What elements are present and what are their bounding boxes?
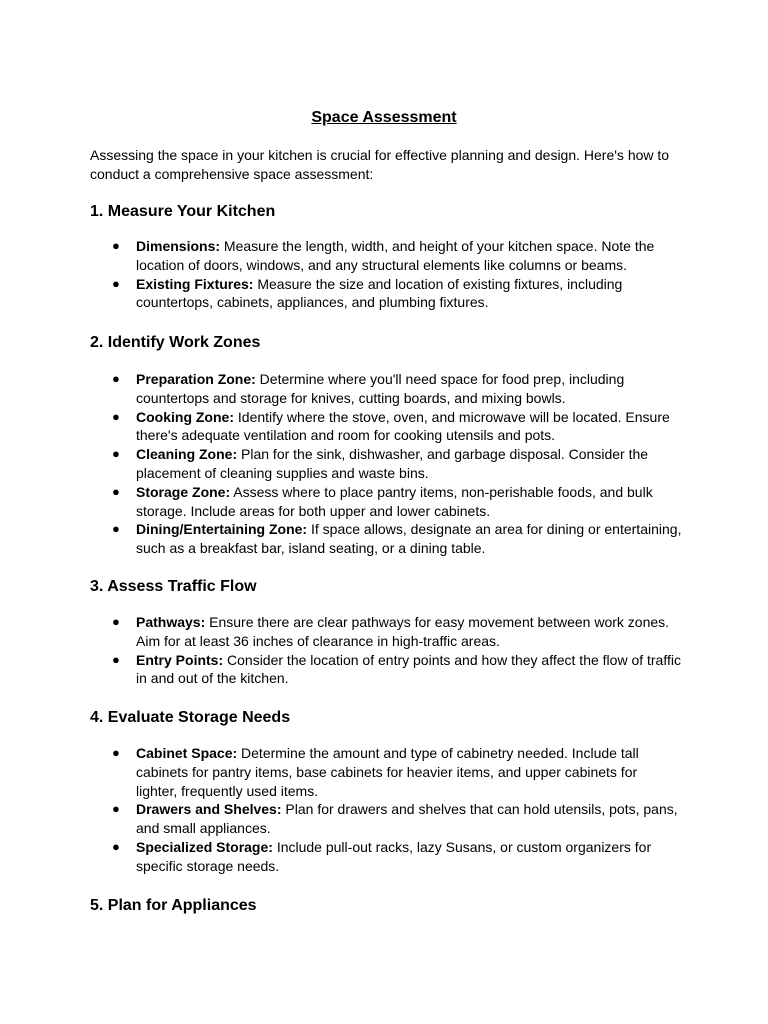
list-item xyxy=(90,800,682,838)
bullet-icon: ● xyxy=(112,483,120,499)
section-measure-kitchen xyxy=(90,202,690,311)
item-term: Entry Points: xyxy=(136,651,224,668)
list-item xyxy=(90,237,682,275)
item-term: Cooking Zone: xyxy=(136,408,234,425)
item-term: Dining/Entertaining Zone: xyxy=(136,521,308,538)
item-text: Plan for the sink, dishwasher, and garbage disposal. Consider the placement of cleaning supplies and waste bins. xyxy=(136,446,649,481)
bullet-icon: ● xyxy=(112,651,120,667)
section-assess-traffic-flow xyxy=(90,577,690,687)
item-term: Storage Zone: xyxy=(136,483,231,500)
bullet-icon: ● xyxy=(112,838,120,854)
item-term: Cabinet Space: xyxy=(136,745,238,761)
bullet-icon: ● xyxy=(112,408,120,424)
item-term: Existing Fixtures: xyxy=(136,275,254,292)
item-text: Determine the amount and type of cabinetry needed. Include tall cabinets for pantry items, base cabinets for heavier items, and upper cabinets for lighter, frequently used items. xyxy=(136,745,639,799)
item-text: Ensure there are clear pathways for easy movement between work zones. Aim for at least 36 inches of clearance in high-traffic areas. xyxy=(136,614,670,649)
item-text: Include pull-out racks, lazy Susans, or custom organizers for specific storage needs. xyxy=(136,838,652,874)
item-term: Pathways: xyxy=(136,614,206,630)
bullet-list xyxy=(90,237,690,312)
bullet-icon: ● xyxy=(112,614,120,629)
list-item xyxy=(90,445,682,483)
bullet-icon: ● xyxy=(112,801,120,817)
list-item xyxy=(90,838,682,876)
item-text: Determine where you'll need space for food prep, including countertops and storage for knives, cutting boards, and mixing bowls. xyxy=(136,371,625,406)
page-title: Space Assessment xyxy=(311,109,457,126)
list-item xyxy=(90,370,682,408)
bullet-list xyxy=(90,370,690,558)
item-text: If space allows, designate an area for dining or entertaining, such as a breakfast bar, island seating, or a dining table. xyxy=(136,521,682,557)
section-heading: 3. Assess Traffic Flow xyxy=(90,578,257,595)
item-text: Consider the location of entry points and how they affect the flow of traffic in and out of the kitchen. xyxy=(136,651,681,687)
section-heading: 4. Evaluate Storage Needs xyxy=(90,709,291,726)
section-heading: 2. Identify Work Zones xyxy=(90,334,261,351)
bullet-icon: ● xyxy=(112,238,120,253)
item-term: Cleaning Zone: xyxy=(136,446,238,463)
bullet-icon: ● xyxy=(112,446,120,462)
item-text: Plan for drawers and shelves that can hold utensils, pots, pans, and small appliances. xyxy=(136,801,678,837)
bullet-icon: ● xyxy=(112,371,120,386)
list-item xyxy=(90,483,682,521)
section-evaluate-storage-needs xyxy=(90,708,690,874)
item-term: Dimensions: xyxy=(136,238,221,254)
section-heading: 1. Measure Your Kitchen xyxy=(90,203,276,220)
bullet-list xyxy=(90,744,690,876)
section-plan-for-appliances xyxy=(90,896,690,916)
list-item xyxy=(90,744,682,800)
bullet-icon: ● xyxy=(112,275,120,291)
item-text: Identify where the stove, oven, and microwave will be located. Ensure there's adequate ventilation and room for cooking utensils and pots. xyxy=(136,408,670,444)
list-item xyxy=(90,520,682,558)
item-term: Drawers and Shelves: xyxy=(136,801,282,818)
bullet-icon: ● xyxy=(112,521,120,537)
list-item xyxy=(90,275,682,313)
section-heading: 5. Plan for Appliances xyxy=(90,897,257,914)
item-text: Measure the size and location of existing fixtures, including countertops, cabinets, appliances, and plumbing fixtures. xyxy=(136,275,623,311)
item-text: Assess where to place pantry items, non-perishable foods, and bulk storage. Include areas for both upper and lower cabinets. xyxy=(136,483,653,519)
bullet-icon: ● xyxy=(112,745,120,760)
list-item xyxy=(90,613,682,651)
item-term: Specialized Storage: xyxy=(136,838,273,855)
list-item xyxy=(90,651,682,689)
section-identify-work-zones xyxy=(90,333,690,557)
item-term: Preparation Zone: xyxy=(136,371,256,387)
item-text: Measure the length, width, and height of your kitchen space. Note the location of doors, windows, and any structural elements like columns or beams. xyxy=(136,238,655,273)
bullet-list xyxy=(90,613,690,688)
intro-paragraph: Assessing the space in your kitchen is crucial for effective planning and design. Here's how to conduct a comprehensive space assessment: xyxy=(90,147,670,182)
list-item xyxy=(90,408,682,446)
